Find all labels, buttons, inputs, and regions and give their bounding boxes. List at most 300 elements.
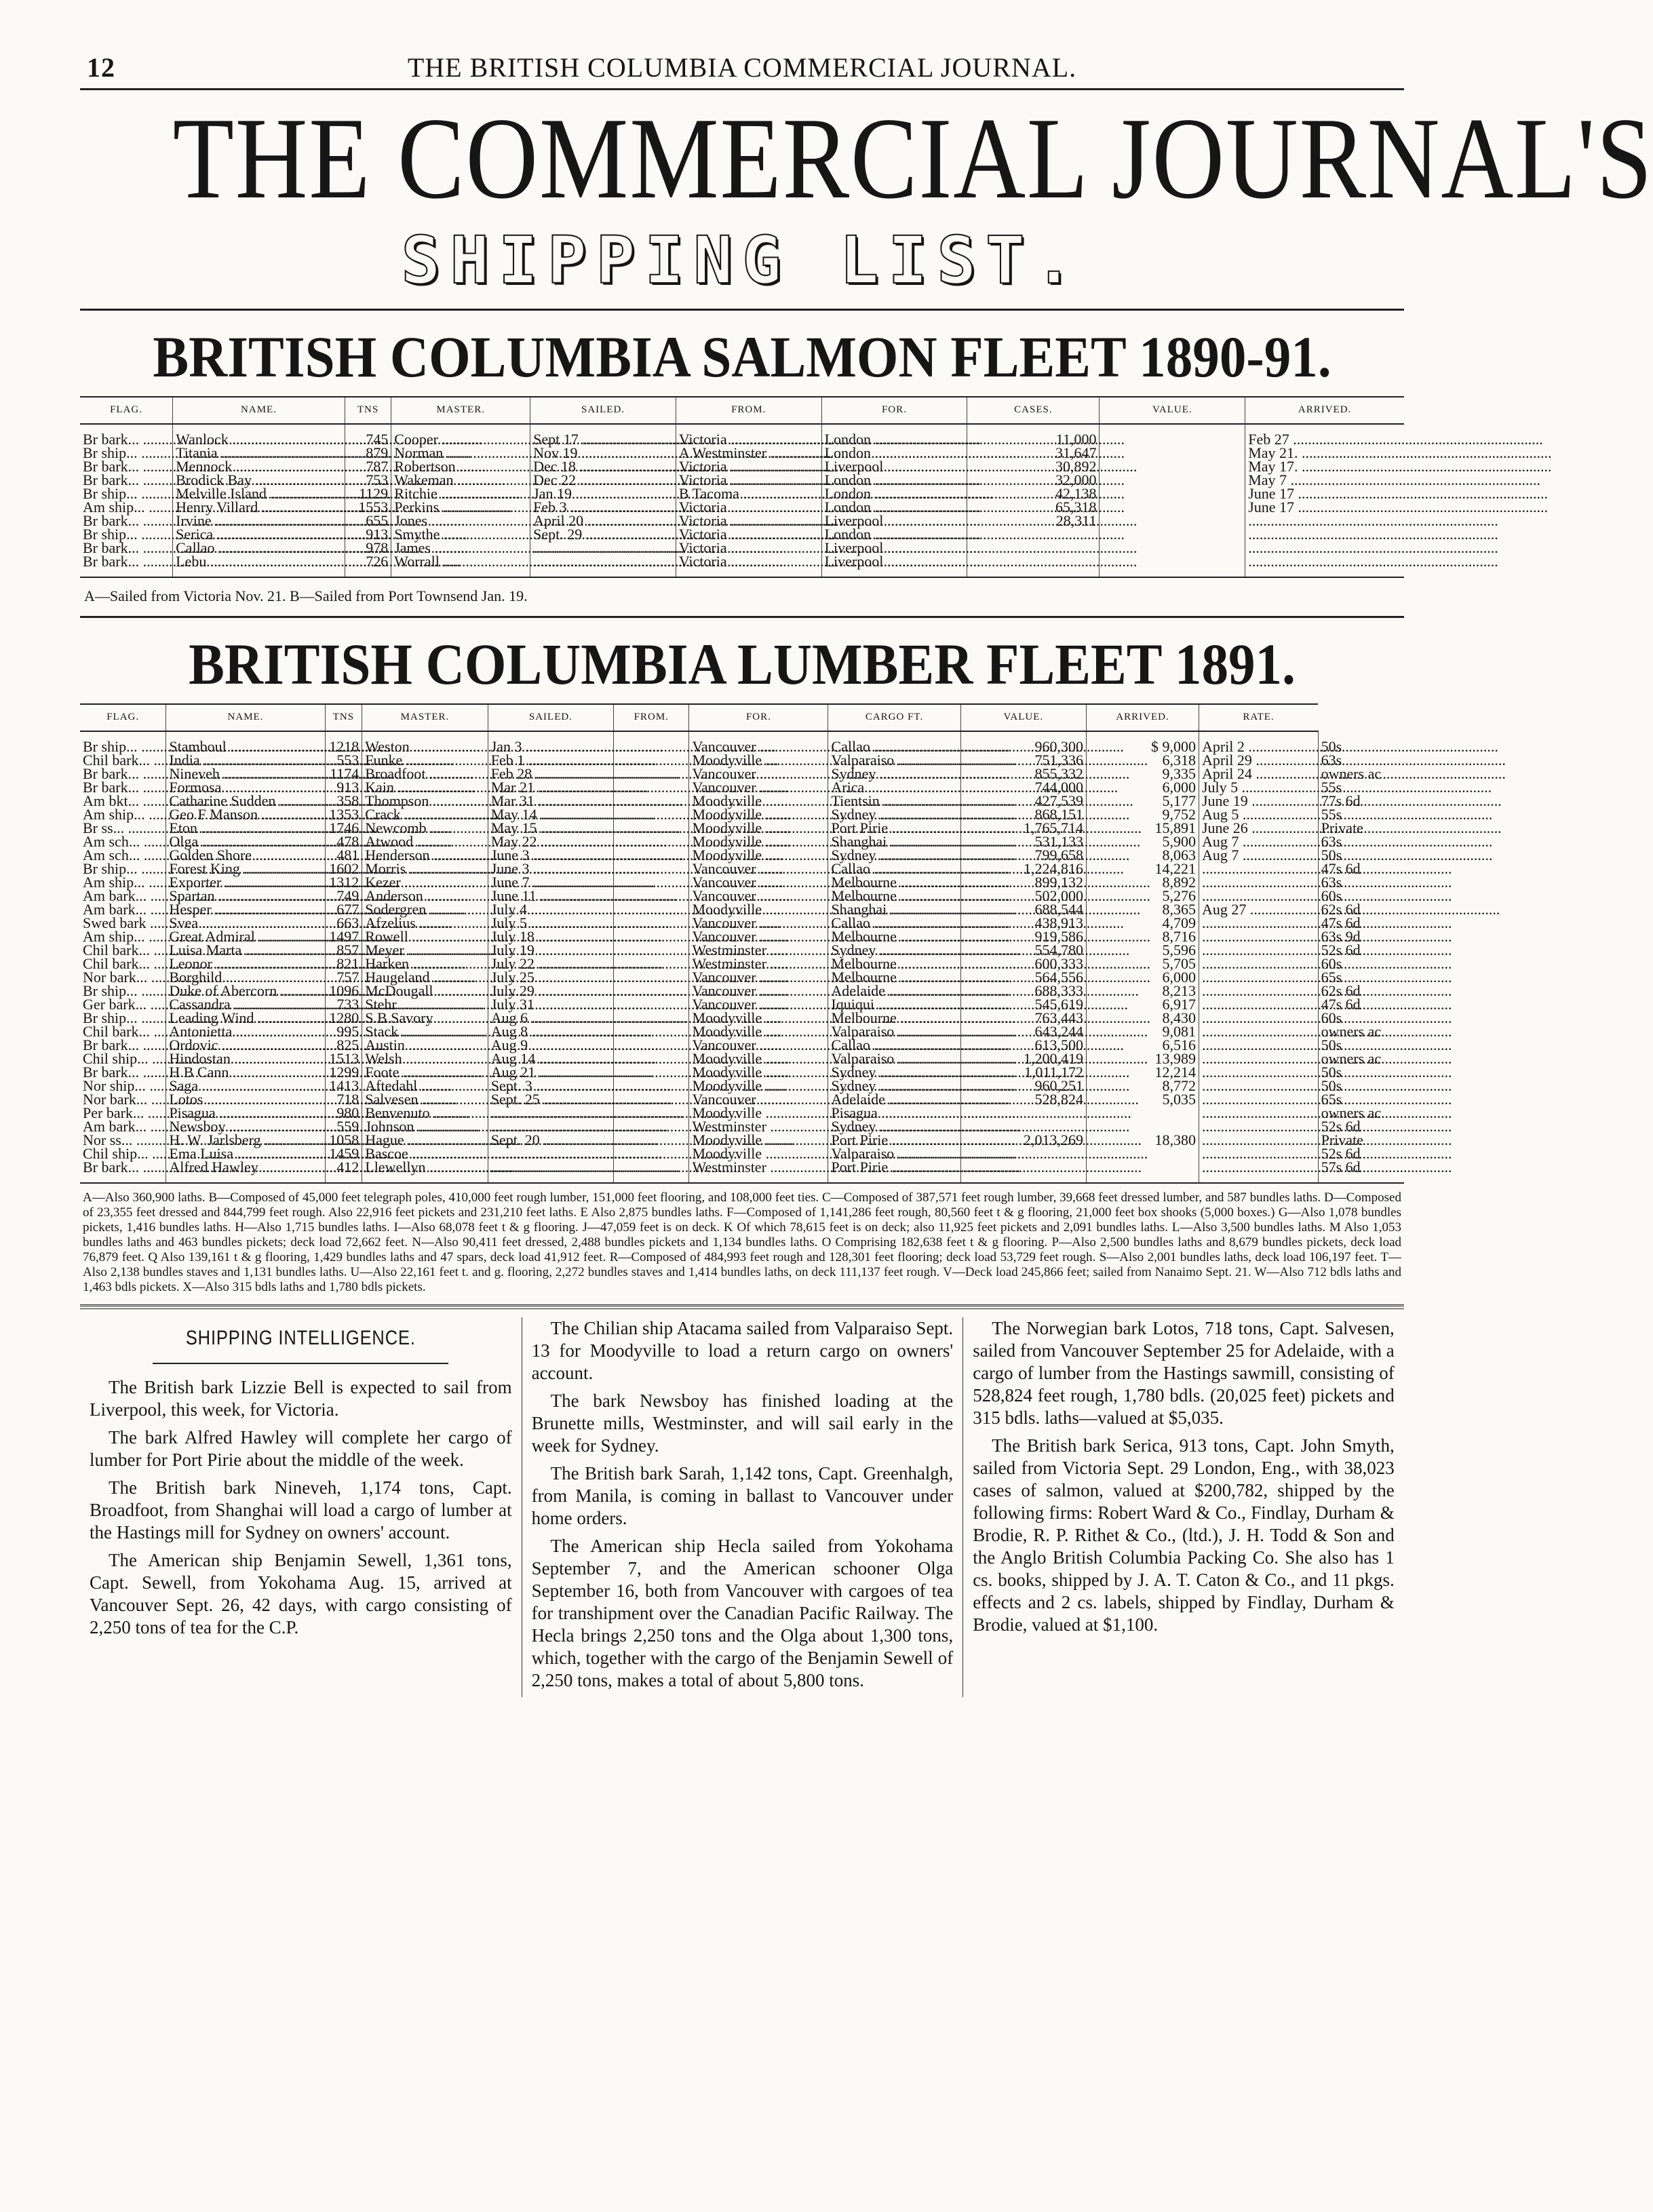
table-cell: 825 xyxy=(325,1039,362,1052)
table-cell: Afzelius ..... xyxy=(362,916,488,930)
table-cell: Callao ..... xyxy=(173,541,345,555)
table-cell: 502,000 xyxy=(960,889,1086,903)
table-cell: 50s xyxy=(1318,1066,1404,1079)
table-cell: 358 xyxy=(325,794,362,808)
column-header: CARGO FT. xyxy=(828,704,960,731)
table-cell: Moodyville ..... xyxy=(689,1079,828,1093)
table-cell: 978 xyxy=(345,541,391,555)
table-cell: Ger bark... ..... xyxy=(80,998,166,1011)
table-cell: 6,516 xyxy=(1087,1039,1199,1052)
table-cell: 63s xyxy=(1318,835,1404,849)
table-cell: Nor ss... ..... xyxy=(80,1133,166,1147)
table-cell: Iquiqui ..... xyxy=(828,998,960,1011)
table-cell: Liverpool ..... xyxy=(821,460,967,473)
table-cell: Adelaide ..... xyxy=(828,1093,960,1106)
table-cell: Sodergren ..... xyxy=(362,903,488,916)
table-cell: 1,200,419 xyxy=(960,1052,1086,1066)
salmon-footnote: A—Sailed from Victoria Nov. 21. B—Sailed from Port Townsend Jan. 19. xyxy=(84,587,528,604)
table-cell: 5,900 xyxy=(1087,835,1199,849)
table-cell: 763,443 xyxy=(960,1011,1086,1025)
table-cell: July 25 ..... xyxy=(488,971,613,984)
table-cell: Aug 7 ..... xyxy=(1199,849,1318,862)
heading-rule xyxy=(153,1363,448,1364)
table-cell: Bascoe ..... xyxy=(362,1147,488,1161)
table-cell: 1218 xyxy=(325,731,362,754)
table-cell: May 7 ..... xyxy=(1245,473,1404,487)
column-header: RATE. xyxy=(1199,704,1318,731)
table-cell: 960,251 xyxy=(960,1079,1086,1093)
table-cell: 5,177 xyxy=(1087,794,1199,808)
table-cell: 663 xyxy=(325,916,362,930)
table-cell: 1174 xyxy=(325,767,362,781)
table-cell: 8,772 xyxy=(1087,1079,1199,1093)
table-cell: 28,311 xyxy=(967,514,1100,528)
table-cell: Per bark... ..... xyxy=(80,1106,166,1120)
table-cell: Am bkt... ..... xyxy=(80,794,166,808)
table-cell: Melbourne ..... xyxy=(828,876,960,889)
table-cell: London ..... xyxy=(821,501,967,514)
table-cell: Aug 5 ..... xyxy=(1199,808,1318,821)
table-cell: Welsh ..... xyxy=(362,1052,488,1066)
table-cell: Worrall ..... xyxy=(391,555,530,577)
column-header: MASTER. xyxy=(362,704,488,731)
table-cell: Aug 6 ..... xyxy=(488,1011,613,1025)
table-cell: Chil bark... ..... xyxy=(80,957,166,971)
lumber-table-header xyxy=(80,704,1404,731)
table-cell: 745 xyxy=(345,424,391,446)
table-cell: Nor bark... ..... xyxy=(80,971,166,984)
table-cell: 1312 xyxy=(325,876,362,889)
table-cell: 31,647 xyxy=(967,446,1100,460)
section-rule xyxy=(80,616,1404,618)
news-paragraph: The bark Newsboy has finished loading at the Brunette mills, Westminster, and will sail early in the week for Sydney. xyxy=(531,1391,954,1456)
table-cell: 960,300 xyxy=(960,731,1086,754)
table-cell: Moodyville ..... xyxy=(689,794,828,808)
table-cell: 60s xyxy=(1318,957,1404,971)
column-header: MASTER. xyxy=(391,397,530,424)
salmon-table-header xyxy=(80,397,1404,424)
table-cell: 1,224,816 xyxy=(960,862,1086,876)
table-cell: Saga ..... xyxy=(166,1079,325,1093)
table-cell: Liverpool ..... xyxy=(821,555,967,577)
news-paragraph: The American ship Benjamin Sewell, 1,361 tons, Capt. Sewell, from Yokohama Aug. 15, arrived at Vancouver Sept. 26, 42 days, with cargo consisting of 2,250 tons of tea for the C.P. xyxy=(90,1550,512,1637)
table-cell: Vancouver ..... xyxy=(689,731,828,754)
table-cell: Moodyville ..... xyxy=(689,1133,828,1147)
table-cell: Br bark... ..... xyxy=(80,473,173,487)
table-cell: 913 xyxy=(345,528,391,541)
table-cell: Sept. 29 ..... xyxy=(530,528,676,541)
table-cell: 8,063 xyxy=(1087,849,1199,862)
table-cell: Henderson ..... xyxy=(362,849,488,862)
news-paragraph: The British bark Nineveh, 1,174 tons, Capt. Broadfoot, from Shanghai will load a cargo of lumber at the Hastings mill for Sydney on owners' account. xyxy=(90,1477,512,1542)
table-cell: Sydney ..... xyxy=(828,849,960,862)
table-cell: Am ship... ..... xyxy=(80,808,166,821)
table-cell: July 18 ..... xyxy=(488,930,613,944)
table-cell: Atwood ..... xyxy=(362,835,488,849)
table-cell: Tientsin ..... xyxy=(828,794,960,808)
table-cell: Callao ..... xyxy=(828,1039,960,1052)
table-cell: Br bark... ..... xyxy=(80,514,173,528)
table-cell: Moodyville ..... xyxy=(689,1066,828,1079)
table-cell: 787 xyxy=(345,460,391,473)
table-cell: Vancouver ..... xyxy=(689,984,828,998)
table-cell: Henry Villard ..... xyxy=(173,501,345,514)
table-cell: Vancouver ..... xyxy=(689,781,828,794)
masthead-rule xyxy=(80,309,1404,311)
news-paragraph: The British bark Sarah, 1,142 tons, Capt. Greenhalgh, from Manila, is coming in ballast to Vancouver under home orders. xyxy=(531,1463,954,1528)
table-cell: James ..... xyxy=(391,541,530,555)
table-cell: 753 xyxy=(345,473,391,487)
table-cell: Aug 27 ..... xyxy=(1199,903,1318,916)
table-cell: London ..... xyxy=(821,473,967,487)
masthead: THE COMMERCIAL JOURNAL'S xyxy=(172,94,1653,223)
table-cell: Melbourne ..... xyxy=(828,889,960,903)
table-cell: Norman ..... xyxy=(391,446,530,460)
table-cell: Geo F Manson ..... xyxy=(166,808,325,821)
table-cell: 8,365 xyxy=(1087,903,1199,916)
table-cell: Stack ..... xyxy=(362,1025,488,1039)
table-cell: 733 xyxy=(325,998,362,1011)
table-cell: Moodyville ..... xyxy=(689,1106,828,1120)
table-cell: 6,917 xyxy=(1087,998,1199,1011)
table-cell: 52s 6d xyxy=(1318,1147,1404,1161)
table-cell: May 21. ..... xyxy=(1245,446,1404,460)
table-cell: Westminster ..... xyxy=(689,957,828,971)
table-cell: Valparaiso ..... xyxy=(828,1147,960,1161)
table-cell: 531,133 xyxy=(960,835,1086,849)
table-cell: Sydney ..... xyxy=(828,1066,960,1079)
column-header: CASES. xyxy=(967,397,1100,424)
salmon-table-body xyxy=(80,424,1404,577)
table-cell: Feb 27 ..... xyxy=(1245,424,1404,446)
table-cell: 55s xyxy=(1318,781,1404,794)
table-cell: Anderson ..... xyxy=(362,889,488,903)
table-cell: April 29 ..... xyxy=(1199,754,1318,767)
table-cell: 2,013,269 xyxy=(960,1133,1086,1147)
table-cell: Br bark... ..... xyxy=(80,781,166,794)
table-cell: Duke of Abercorn ..... xyxy=(166,984,325,998)
table-cell: Br ship... ..... xyxy=(80,731,166,754)
subhead-text: SHIPPING LIST. xyxy=(401,222,1083,298)
table-cell: 52s 6d xyxy=(1318,944,1404,957)
table-cell: Jan 19 ..... xyxy=(530,487,676,501)
table-cell: July 4 ..... xyxy=(488,903,613,916)
table-cell: 8,716 xyxy=(1087,930,1199,944)
table-cell: 879 xyxy=(345,446,391,460)
table-cell: April 20 ..... xyxy=(530,514,676,528)
table-cell: 9,335 xyxy=(1087,767,1199,781)
table-cell: Westminster ..... xyxy=(689,1161,828,1183)
table-cell: Br ship... ..... xyxy=(80,487,173,501)
table-cell: Vancouver ..... xyxy=(689,930,828,944)
table-cell: June 17 ..... xyxy=(1245,487,1404,501)
table-cell: Callao ..... xyxy=(828,916,960,930)
table-cell: 1497 xyxy=(325,930,362,944)
table-cell: 554,780 xyxy=(960,944,1086,957)
column-header: SAILED. xyxy=(488,704,613,731)
table-cell: Thompson ..... xyxy=(362,794,488,808)
table-cell: 62s 6d xyxy=(1318,984,1404,998)
table-cell: 6,000 xyxy=(1087,971,1199,984)
table-cell: Moodyville ..... xyxy=(689,1025,828,1039)
table-cell: 1413 xyxy=(325,1079,362,1093)
table-cell: Mennock ..... xyxy=(173,460,345,473)
column-header: SAILED. xyxy=(530,397,676,424)
table-cell: 77s 6d xyxy=(1318,794,1404,808)
table-cell: Arica ..... xyxy=(828,781,960,794)
table-cell: 1,011,172 xyxy=(960,1066,1086,1079)
table-cell: London ..... xyxy=(821,424,967,446)
table-cell: Vancouver ..... xyxy=(689,998,828,1011)
table-cell: Sept 17 ..... xyxy=(530,424,676,446)
lumber-fleet-table xyxy=(80,703,1404,1184)
table-cell: Am sch... ..... xyxy=(80,849,166,862)
table-cell: Vancouver ..... xyxy=(689,971,828,984)
table-cell: June 3 ..... xyxy=(488,849,613,862)
table-cell: 799,658 xyxy=(960,849,1086,862)
table-cell: 42,138 xyxy=(967,487,1100,501)
table-cell: Westminster ..... xyxy=(689,1120,828,1133)
table-cell: June 17 ..... xyxy=(1245,501,1404,514)
table-cell: Harken ..... xyxy=(362,957,488,971)
table-cell: Br bark... ..... xyxy=(80,1039,166,1052)
table-cell: Funke ..... xyxy=(362,754,488,767)
table-cell: 15,891 xyxy=(1087,821,1199,835)
table-cell: 528,824 xyxy=(960,1093,1086,1106)
table-cell: Feb 28 ..... xyxy=(488,767,613,781)
table-row xyxy=(80,731,1404,754)
table-cell: Melbourne ..... xyxy=(828,1011,960,1025)
table-cell: Pisagua ..... xyxy=(166,1106,325,1120)
table-cell: H. W. Jarlsberg ..... xyxy=(166,1133,325,1147)
table-row xyxy=(80,424,1404,446)
table-cell: 688,333 xyxy=(960,984,1086,998)
table-cell: Svea ..... xyxy=(166,916,325,930)
table-cell: Br bark... ..... xyxy=(80,541,173,555)
column-header: ARRIVED. xyxy=(1245,397,1404,424)
table-cell: 9,081 xyxy=(1087,1025,1199,1039)
table-cell: Aug 8 ..... xyxy=(488,1025,613,1039)
table-cell: Dec 18 ..... xyxy=(530,460,676,473)
table-cell: Private xyxy=(1318,1133,1404,1147)
table-cell: 1299 xyxy=(325,1066,362,1079)
table-cell: July 5 ..... xyxy=(1199,781,1318,794)
table-cell: Melbourne ..... xyxy=(828,957,960,971)
table-cell: Port Pirie ..... xyxy=(828,821,960,835)
table-cell: 643,244 xyxy=(960,1025,1086,1039)
table-cell: 47s 6d xyxy=(1318,862,1404,876)
table-cell: 1746 xyxy=(325,821,362,835)
table-cell: Valparaiso ..... xyxy=(828,754,960,767)
table-cell: Am bark... ..... xyxy=(80,889,166,903)
table-cell: Vancouver ..... xyxy=(689,876,828,889)
table-cell: Vancouver ..... xyxy=(689,889,828,903)
table-cell: Victoria ..... xyxy=(676,473,821,487)
table-cell: Chil bark... ..... xyxy=(80,754,166,767)
table-cell: Rowell ..... xyxy=(362,930,488,944)
table-cell: London ..... xyxy=(821,487,967,501)
table-cell: 8,213 xyxy=(1087,984,1199,998)
column-header: NAME. xyxy=(173,397,345,424)
table-cell: 478 xyxy=(325,835,362,849)
table-cell: 868,151 xyxy=(960,808,1086,821)
table-cell: Victoria ..... xyxy=(676,528,821,541)
table-cell: 18,380 xyxy=(1087,1133,1199,1147)
table-cell: 1459 xyxy=(325,1147,362,1161)
table-cell: Jan 3 ..... xyxy=(488,731,613,754)
table-cell: 919,586 xyxy=(960,930,1086,944)
table-cell: Vancouver ..... xyxy=(689,1093,828,1106)
table-cell: Brodick Bay ..... xyxy=(173,473,345,487)
table-cell: Smythe ..... xyxy=(391,528,530,541)
table-cell: Aug 14 ..... xyxy=(488,1052,613,1066)
table-cell: Ritchie ..... xyxy=(391,487,530,501)
table-cell: Am ship... ..... xyxy=(80,876,166,889)
table-cell: Br ship... ..... xyxy=(80,446,173,460)
table-cell: June 26 ..... xyxy=(1199,821,1318,835)
table-cell: 913 xyxy=(325,781,362,794)
table-cell: Stamboul ..... xyxy=(166,731,325,754)
table-cell: Nor ship... ..... xyxy=(80,1079,166,1093)
table-cell: Br ship... ..... xyxy=(80,984,166,998)
table-cell: Am bark... ..... xyxy=(80,903,166,916)
table-cell: Melbourne ..... xyxy=(828,971,960,984)
table-cell: 1353 xyxy=(325,808,362,821)
table-cell: 65,318 xyxy=(967,501,1100,514)
news-column-1 xyxy=(80,1317,522,1697)
table-cell: Broadfoot ..... xyxy=(362,767,488,781)
table-cell: 412 xyxy=(325,1161,362,1183)
table-cell: Haugeland ..... xyxy=(362,971,488,984)
table-cell: Hague ..... xyxy=(362,1133,488,1147)
table-cell: June 3 ..... xyxy=(488,862,613,876)
table-cell: 1129 xyxy=(345,487,391,501)
table-cell: 60s xyxy=(1318,889,1404,903)
table-cell: Llewellyn ..... xyxy=(362,1161,488,1183)
running-header xyxy=(80,47,1404,88)
table-cell: Moodyville ..... xyxy=(689,821,828,835)
table-cell: Moodyville ..... xyxy=(689,808,828,821)
table-cell: May 14 ..... xyxy=(488,808,613,821)
table-cell: Leading Wind ..... xyxy=(166,1011,325,1025)
table-cell: 52s 6d xyxy=(1318,1120,1404,1133)
table-cell: Aug 7 ..... xyxy=(1199,835,1318,849)
table-cell: 57s 6d xyxy=(1318,1161,1404,1183)
table-cell: Swed bark ..... xyxy=(80,916,166,930)
table-cell: Moodyville ..... xyxy=(689,1052,828,1066)
column-header: FROM. xyxy=(676,397,821,424)
table-cell: owners ac xyxy=(1318,1025,1404,1039)
table-cell: Valparaiso ..... xyxy=(828,1025,960,1039)
table-cell: H B Cann ..... xyxy=(166,1066,325,1079)
table-cell: Mar 31 ..... xyxy=(488,794,613,808)
table-cell: Eton ..... xyxy=(166,821,325,835)
table-cell: London ..... xyxy=(821,528,967,541)
table-cell: 1602 xyxy=(325,862,362,876)
table-cell: Stehr ..... xyxy=(362,998,488,1011)
table-cell: 1,765,714 xyxy=(960,821,1086,835)
table-cell: April 24 ..... xyxy=(1199,767,1318,781)
table-cell: 980 xyxy=(325,1106,362,1120)
table-cell: 5,035 xyxy=(1087,1093,1199,1106)
table-cell: Westminster ..... xyxy=(689,944,828,957)
table-cell: 1280 xyxy=(325,1011,362,1025)
table-cell: Sept. 3 ..... xyxy=(488,1079,613,1093)
table-cell: 564,556 xyxy=(960,971,1086,984)
table-cell: Moodyville ..... xyxy=(689,835,828,849)
column-header: VALUE. xyxy=(960,704,1086,731)
table-cell: Port Pirie ..... xyxy=(828,1161,960,1183)
news-paragraph: The British bark Lizzie Bell is expected to sail from Liverpool, this week, for Victoria. xyxy=(90,1377,512,1420)
table-cell: Feb 1 ..... xyxy=(488,754,613,767)
table-cell: Am bark... ..... xyxy=(80,1120,166,1133)
shipping-intelligence-heading: SHIPPING INTELLIGENCE. xyxy=(185,1327,416,1349)
table-cell: 857 xyxy=(325,944,362,957)
table-cell: India ..... xyxy=(166,754,325,767)
table-cell: Am ship... ..... xyxy=(80,930,166,944)
table-cell: Spartan ..... xyxy=(166,889,325,903)
news-paragraph: The British bark Serica, 913 tons, Capt. John Smyth, sailed from Victoria Sept. 29 London, Eng., with 38,023 cases of salmon, valued at $200,782, shipped by the following firms: Robert Ward & Co., Findlay, Durham & Brodie, R. P. Rithet & Co., (ltd.), J. H. Todd & Son and the Anglo British Columbia Packing Co. She also has 1 cs. books, shipped by J. A. T. Caton & Co., and 11 pkgs. effects and 2 cs. labels, shipped by Findlay, Durham & Brodie, valued at $1,100. xyxy=(973,1435,1395,1635)
column-header: NAME. xyxy=(166,704,325,731)
table-cell xyxy=(530,555,676,577)
table-cell: May 22 ..... xyxy=(488,835,613,849)
table-cell: Br ss... ..... xyxy=(80,821,166,835)
table-cell: Alfred Hawley ..... xyxy=(166,1161,325,1183)
table-cell: 60s xyxy=(1318,1011,1404,1025)
table-cell: Great Admiral ..... xyxy=(166,930,325,944)
table-cell: 32,000 xyxy=(967,473,1100,487)
table-cell: 47s 6d xyxy=(1318,998,1404,1011)
table-cell: Cassandra ..... xyxy=(166,998,325,1011)
table-cell xyxy=(488,1161,613,1183)
table-cell: Formosa ..... xyxy=(166,781,325,794)
table-cell: 821 xyxy=(325,957,362,971)
table-cell: Olga ..... xyxy=(166,835,325,849)
table-cell xyxy=(1245,555,1404,577)
table-cell: Irvine ..... xyxy=(173,514,345,528)
table-cell: 559 xyxy=(325,1120,362,1133)
salmon-fleet-table xyxy=(80,396,1404,578)
table-cell: 757 xyxy=(325,971,362,984)
table-cell: Pisagua ..... xyxy=(828,1106,960,1120)
table-cell: July 22 ..... xyxy=(488,957,613,971)
table-cell: Br ship... ..... xyxy=(80,528,173,541)
table-cell: 13,989 xyxy=(1087,1052,1199,1066)
table-cell: 5,596 xyxy=(1087,944,1199,957)
table-cell: June 11 ..... xyxy=(488,889,613,903)
table-cell: Hindostan ..... xyxy=(166,1052,325,1066)
table-cell: Ema Luisa ..... xyxy=(166,1147,325,1161)
table-cell: $ 9,000 xyxy=(1087,731,1199,754)
table-cell: Antonietta ..... xyxy=(166,1025,325,1039)
table-cell: Shanghai ..... xyxy=(828,835,960,849)
table-cell: Chil ship... ..... xyxy=(80,1052,166,1066)
table-cell: Cooper ..... xyxy=(391,424,530,446)
table-cell: Am sch... ..... xyxy=(80,835,166,849)
table-cell: 4,709 xyxy=(1087,916,1199,930)
table-cell: A Westminster ..... xyxy=(676,446,821,460)
table-cell: Titania ..... xyxy=(173,446,345,460)
table-cell: 688,544 xyxy=(960,903,1086,916)
table-cell: Feb 3 ..... xyxy=(530,501,676,514)
column-header: ARRIVED. xyxy=(1087,704,1199,731)
table-cell: 1058 xyxy=(325,1133,362,1147)
table-cell: Br bark... ..... xyxy=(80,460,173,473)
table-cell: June 19 ..... xyxy=(1199,794,1318,808)
table-cell: 62s 6d xyxy=(1318,903,1404,916)
table-cell: Victoria ..... xyxy=(676,501,821,514)
table-cell: Br bark... ..... xyxy=(80,555,173,577)
